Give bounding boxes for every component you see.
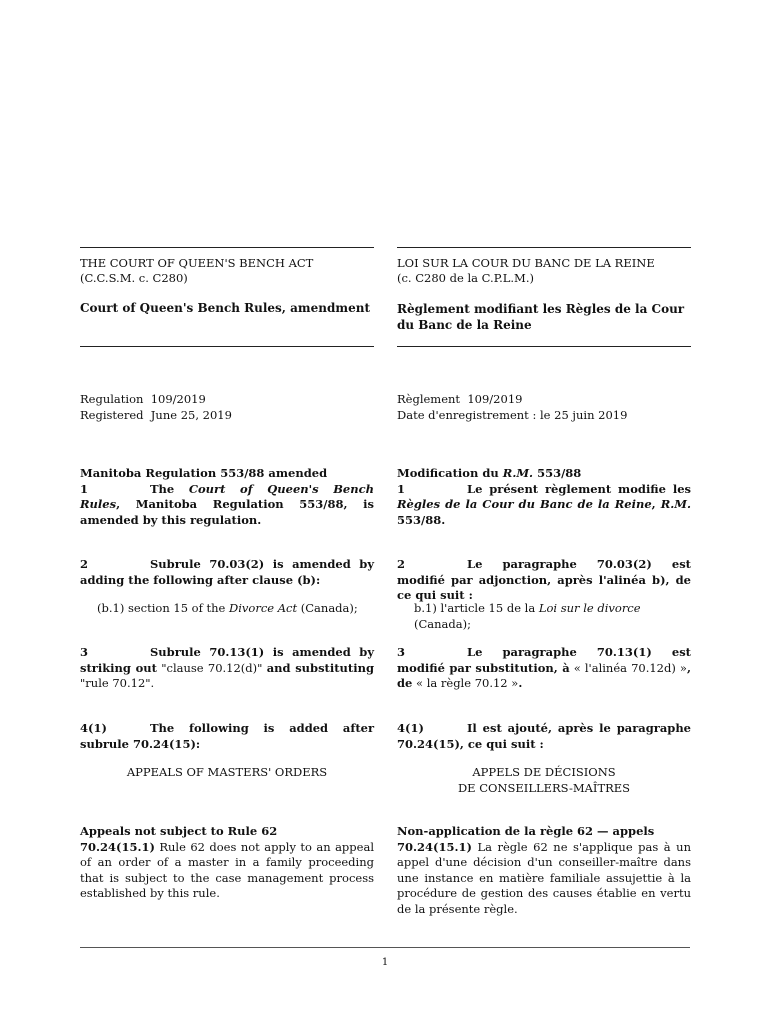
right-s1-num: 1 <box>397 481 406 496</box>
right-s2-num: 2 <box>397 557 406 571</box>
right-section-3: 3 Le paragraphe 70.13(1) est modifié par substitution, à « l'alinéa 70.12d) », de « la règle 70.12 ». <box>397 645 691 690</box>
left-header-bottom-rule <box>80 346 374 347</box>
footer-rule <box>80 947 690 948</box>
left-reg-title: Court of Queen's Bench Rules, amendment <box>80 301 370 315</box>
right-section-4 <box>397 721 691 752</box>
left-section-2 <box>80 557 374 588</box>
left-s1-heading: Manitoba Regulation 553/88 amended <box>80 466 328 480</box>
left-s3-num: 3 <box>80 645 89 659</box>
left-act-cite: (C.C.S.M. c. C280) <box>80 271 188 285</box>
right-s2-clause: b.1) l'article 15 de la Loi sur le divorce (Canada); <box>414 601 641 631</box>
left-act-header <box>80 256 374 286</box>
right-registered: Date d'enregistrement : le 25 juin 2019 <box>397 407 628 422</box>
left-s2-num: 2 <box>80 557 89 571</box>
right-subsection: Non-application de la règle 62 — appels 70.24(15.1) La règle 62 ne s'applique pas à un appel d'une décision d'un conseiller-maître dans une instance en matière familiale assujettie à la procédure de gestion des causes établie en vertu de la présente règle. <box>397 824 691 916</box>
left-s4-text: The following is added after subrule 70.24(15): <box>80 721 374 751</box>
right-act-header <box>397 256 691 286</box>
right-reg-title: Règlement modifiant les Règles de la Cour du Banc de la Reine <box>397 302 685 332</box>
left-act-title: THE COURT OF QUEEN'S BENCH ACT <box>80 256 314 270</box>
left-header-top-rule <box>80 247 374 248</box>
left-registered: Registered June 25, 2019 <box>80 407 232 422</box>
right-s4-num: 4(1) <box>397 721 424 735</box>
left-s2-clause: (b.1) section 15 of the Divorce Act (Canada); <box>97 601 358 615</box>
left-s4-heading: APPEALS OF MASTERS' ORDERS <box>126 765 328 779</box>
right-s4-margin-note: Non-application de la règle 62 — appels <box>397 824 655 838</box>
left-section-1 <box>80 466 374 528</box>
right-s4-text: Il est ajouté, après le paragraphe 70.24(15), ce qui suit : <box>397 721 691 751</box>
left-s4-margin-note: Appeals not subject to Rule 62 <box>80 824 278 838</box>
right-s1-heading: Modification du R.M. 553/88 <box>397 466 582 480</box>
right-section-2 <box>397 557 691 604</box>
left-registration <box>80 392 374 423</box>
right-reg-number: Règlement 109/2019 <box>397 392 523 406</box>
right-s4-heading: APPELS DE DÉCISIONS DE CONSEILLERS-MAÎTRES <box>457 765 631 795</box>
right-act-title: LOI SUR LA COUR DU BANC DE LA REINE <box>397 256 655 270</box>
left-s1-body: 1 The Court of Queen's Bench Rules, Manitoba Regulation 553/88, is amended by this regulation. <box>80 481 374 527</box>
right-section-1 <box>397 466 691 528</box>
left-s1-num: 1 <box>80 481 89 496</box>
right-act-cite: (c. C280 de la C.P.L.M.) <box>397 271 534 285</box>
left-s4-num: 4(1) <box>80 721 107 735</box>
right-s1-body: 1 Le présent règlement modifie les Règles de la Cour du Banc de la Reine, R.M. 553/88. <box>397 481 692 527</box>
left-subsection: Appeals not subject to Rule 62 70.24(15.1) Rule 62 does not apply to an appeal of an order of a master in a family proceeding that is subject to the case management process established by this rule. <box>80 824 374 900</box>
left-s2-text: Subrule 70.03(2) is amended by adding the following after clause (b): <box>80 557 374 587</box>
right-registration <box>397 392 691 423</box>
right-header-bottom-rule <box>397 346 691 347</box>
right-header-top-rule <box>397 247 691 248</box>
left-section-3: 3 Subrule 70.13(1) is amended by striking out "clause 70.12(d)" and substituting "rule 70.12". <box>80 645 374 690</box>
right-s2-text: Le paragraphe 70.03(2) est modifié par adjonction, après l'alinéa b), de ce qui suit : <box>397 557 691 602</box>
right-s3-num: 3 <box>397 645 406 659</box>
left-section-4 <box>80 721 374 752</box>
left-reg-number: Regulation 109/2019 <box>80 392 206 406</box>
page-number: 1 <box>381 957 389 968</box>
